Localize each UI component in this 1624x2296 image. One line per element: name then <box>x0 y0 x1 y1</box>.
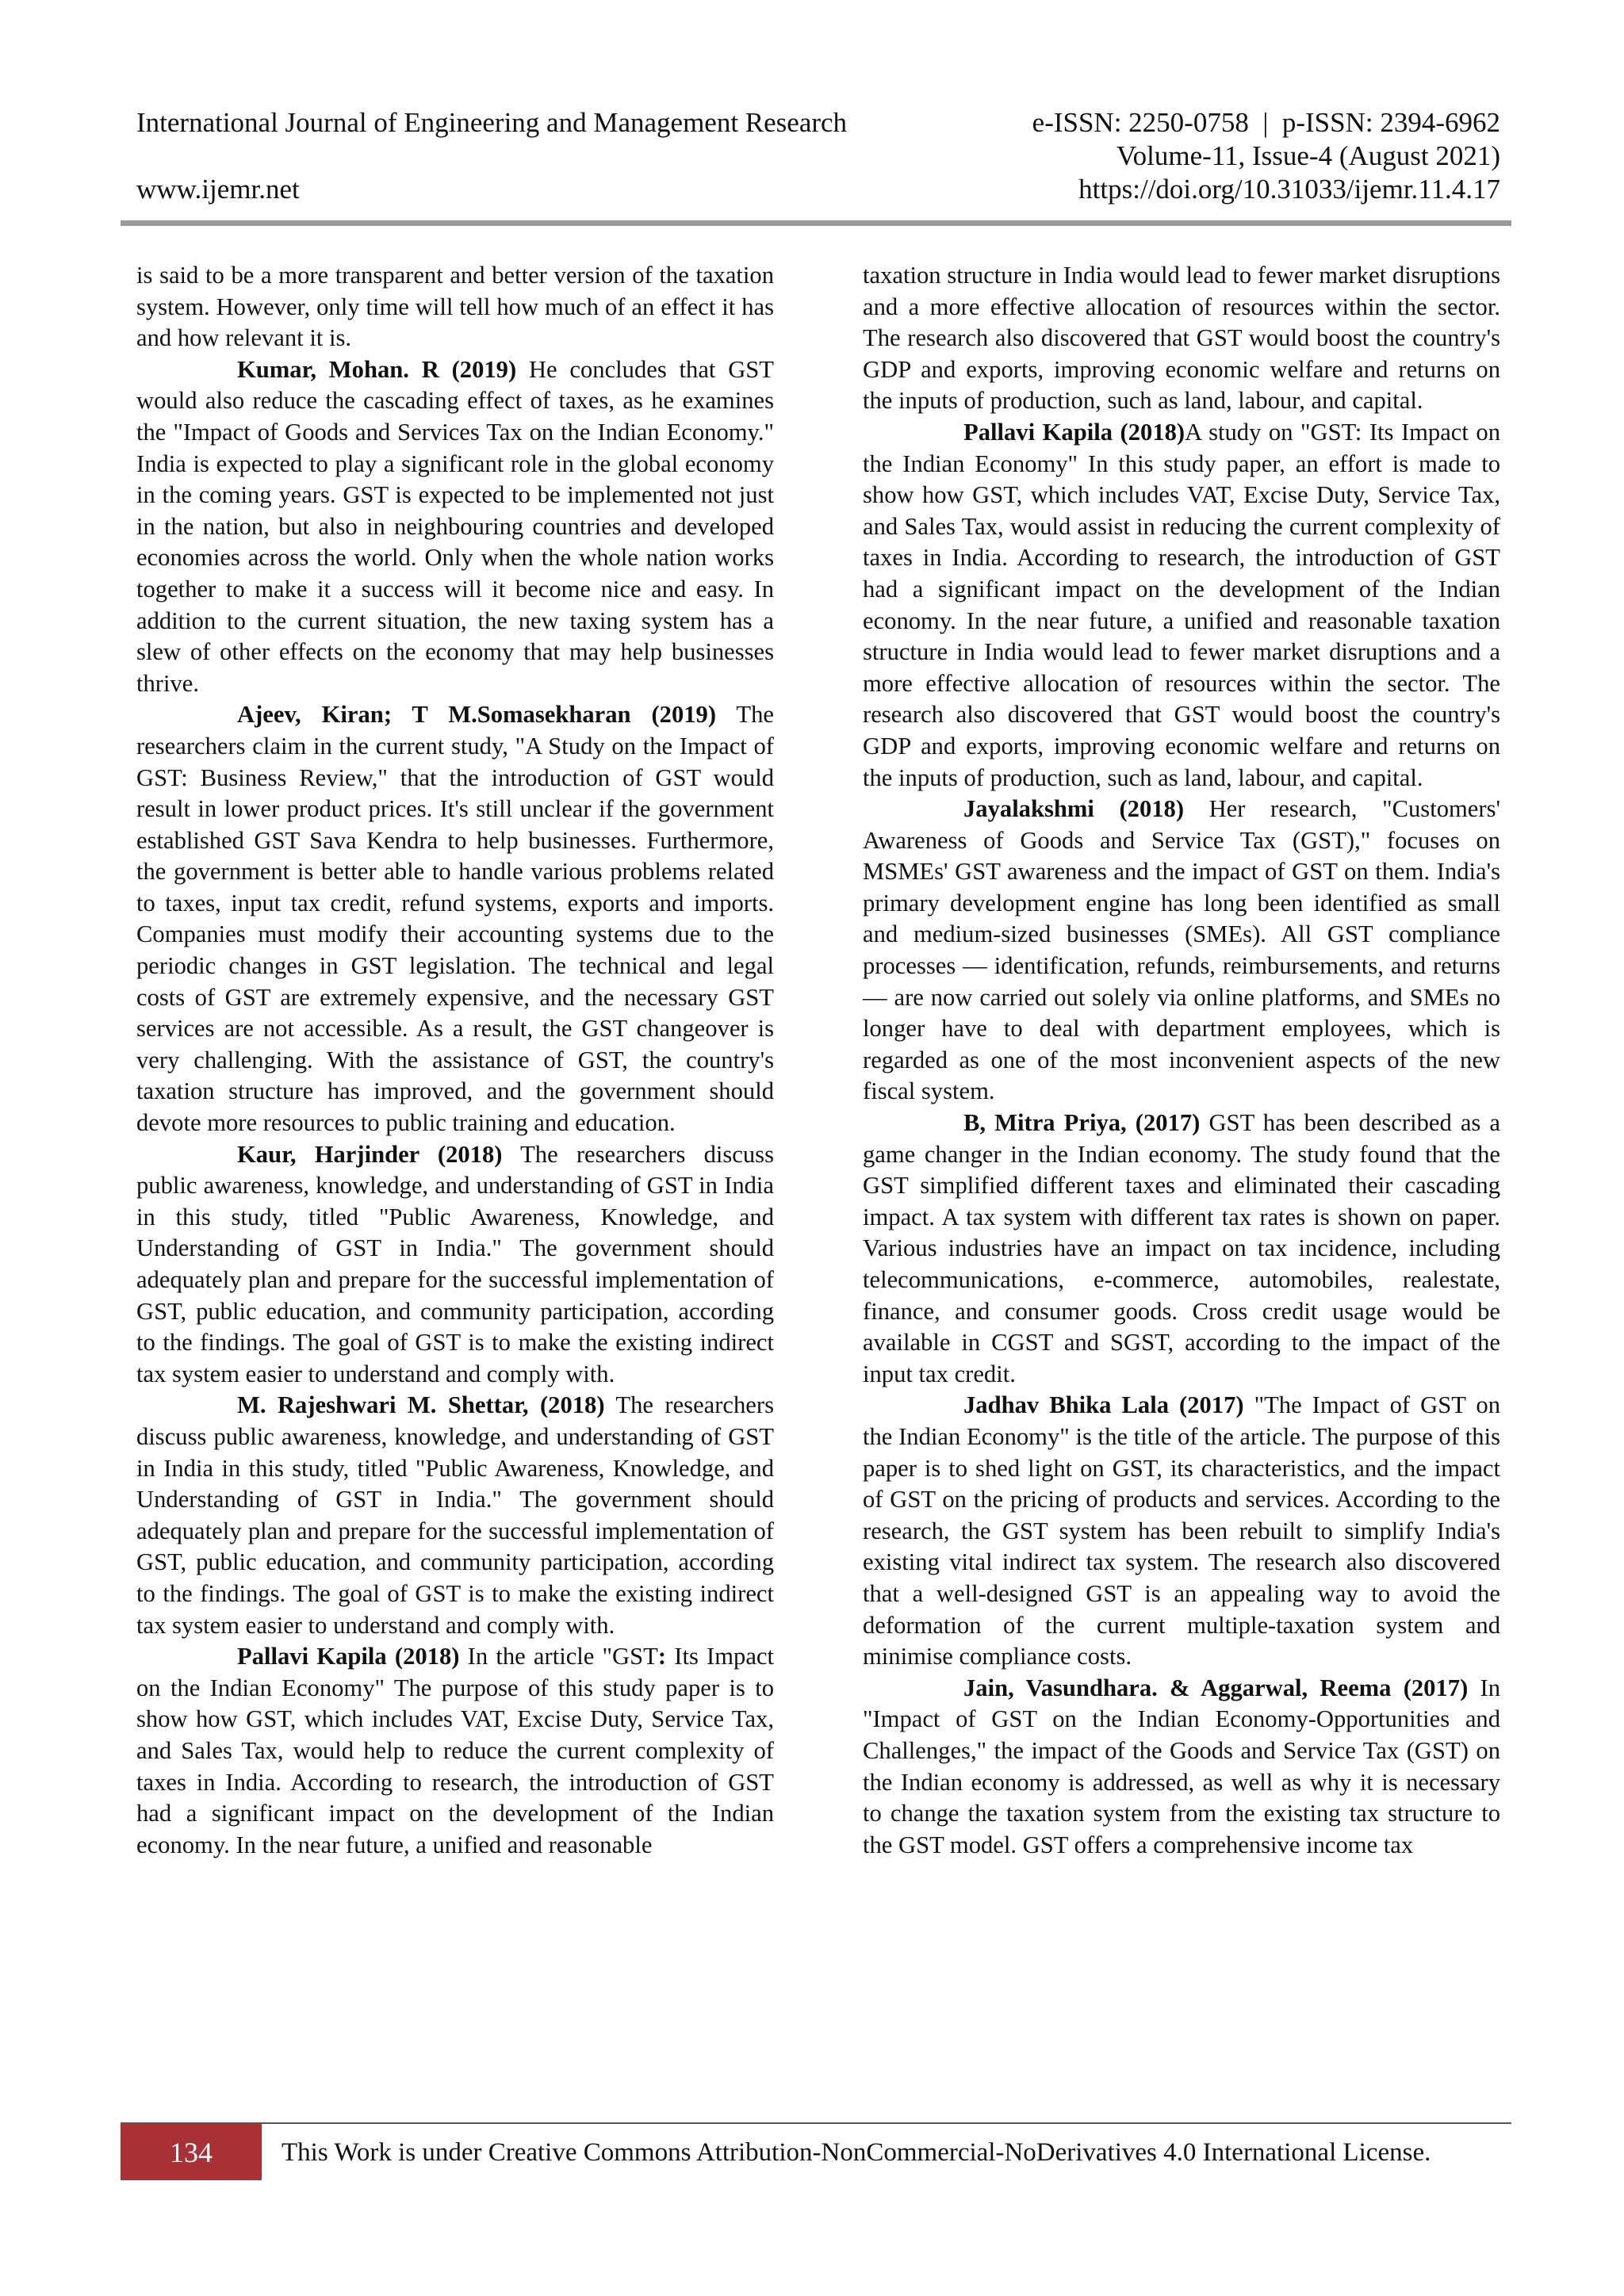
paragraph <box>136 354 774 700</box>
paragraph <box>863 794 1500 1108</box>
paragraph-text: In "Impact of GST on the Indian Economy-Opportunities and Challenges," the impact of the Goods and Service Tax (GST) on the Indian economy is addressed, as well as why it is necessary to change the taxation system from the existing tax structure to the GST model. GST offers a comprehensive income tax <box>863 1674 1500 1858</box>
volume-issue: Volume-11, Issue-4 (August 2021) <box>1116 140 1500 171</box>
author-citation: Pallavi Kapila (2018) <box>963 418 1185 446</box>
author-citation: B, Mitra Priya, (2017) <box>963 1109 1201 1137</box>
author-citation: Jayalakshmi (2018) <box>963 795 1185 823</box>
page-header <box>136 106 1500 206</box>
footer-divider <box>121 2122 1511 2124</box>
paragraph <box>136 699 774 1138</box>
header-row-1 <box>136 106 1500 140</box>
issn: e-ISSN: 2250-0758 | p-ISSN: 2394-6962 <box>1032 107 1500 138</box>
left-column <box>136 260 774 1861</box>
paragraph-text: In the article "GST <box>459 1643 658 1670</box>
paragraph <box>863 1390 1500 1672</box>
header-divider <box>121 220 1511 226</box>
journal-title: International Journal of Engineering and Management Research <box>136 107 848 138</box>
paragraph-text: The researchers discuss public awareness, knowledge, and understanding of GST in India in this study, titled "Public Awareness, Knowledge, and Understanding of GST in India." The government should adequately plan and prepare for the successful implementation of GST, public education, and community participation, according to the findings. The goal of GST is to make the existing indirect tax system easier to understand and comply with. <box>136 1140 774 1387</box>
header-row-2 <box>136 140 1500 173</box>
journal-website-link[interactable]: www.ijemr.net <box>136 174 300 205</box>
paragraph <box>863 417 1500 794</box>
author-citation: Ajeev, Kiran; T M.Somasekharan (2019) <box>237 701 717 729</box>
author-citation: M. Rajeshwari M. Shettar, (2018) <box>237 1391 605 1419</box>
paragraph: taxation structure in India would lead to fewer market disruptions and a more effective allocation of resources within the sector. The research also discovered that GST would boost the country's GDP and exports, improving economic welfare and returns on the inputs of production, such as land, labour, and capital. <box>863 262 1500 415</box>
paragraph: is said to be a more transparent and better version of the taxation system. However, only time will tell how much of an effect it has and how relevant it is. <box>136 262 774 352</box>
paragraph-text: Its Impact on the Indian Economy" The purpose of this study paper is to show how GST, which includes VAT, Excise Duty, Service Tax, and Sales Tax, would help to reduce the current complexity of taxes in India. According to research, the introduction of GST had a significant impact on the development of the Indian economy. In the near future, a unified and reasonable <box>136 1643 774 1858</box>
paragraph-text: "The Impact of GST on the Indian Economy" is the title of the article. The purpose of this paper is to shed light on GST, its characteristics, and the impact of GST on the pricing of products and services. According to the research, the GST system has been rebuilt to simplify India's existing vital indirect tax system. The research also discovered that a well-designed GST is an appealing way to avoid the deformation of the current multiple-taxation system and minimise compliance costs. <box>863 1391 1500 1670</box>
doi-link[interactable]: https://doi.org/10.31033/ijemr.11.4.17 <box>1078 174 1500 205</box>
author-citation: Pallavi Kapila (2018) <box>237 1643 460 1670</box>
page-number-box <box>121 2124 262 2180</box>
bold-colon: : <box>657 1643 667 1670</box>
license-notice: This Work is under Creative Commons Attribution-NonCommercial-NoDerivatives 4.0 International License. <box>282 2138 1431 2167</box>
paragraph-text: Her research, "Customers' Awareness of Goods and Service Tax (GST)," focuses on MSMEs' GST awareness and the impact of GST on them. India's primary development engine has long been identified as small and medium-sized businesses (SMEs). All GST compliance processes — identification, refunds, reimbursements, and returns — are now carried out solely via online platforms, and SMEs no longer have to deal with department employees, which is regarded as one of the most inconvenient aspects of the new fiscal system. <box>863 795 1500 1105</box>
paragraph-text: The researchers discuss public awareness, knowledge, and understanding of GST in India in this study, titled "Public Awareness, Knowledge, and Understanding of GST in India." The government should adequately plan and prepare for the successful implementation of GST, public education, and community participation, according to the findings. The goal of GST is to make the existing indirect tax system easier to understand and comply with. <box>136 1391 774 1639</box>
header-row-3 <box>136 173 1500 206</box>
author-citation: Kaur, Harjinder (2018) <box>237 1140 503 1168</box>
author-citation: Jadhav Bhika Lala (2017) <box>963 1391 1244 1419</box>
right-column <box>863 260 1500 1861</box>
paragraph <box>136 1139 774 1391</box>
paragraph-text: A study on "GST: Its Impact on the Indian Economy" In this study paper, an effort is made to show how GST, which includes VAT, Excise Duty, Service Tax, and Sales Tax, would assist in reducing the current complexity of taxes in India. According to research, the introduction of GST had a significant impact on the development of the Indian economy. In the near future, a unified and reasonable taxation structure in India would lead to fewer market disruptions and a more effective allocation of resources within the sector. The research also discovered that GST would boost the country's GDP and exports, improving economic welfare and returns on the inputs of production, such as land, labour, and capital. <box>863 418 1501 791</box>
author-citation: Jain, Vasundhara. & Aggarwal, Reema (2017) <box>963 1674 1469 1701</box>
paragraph <box>136 1390 774 1641</box>
page-number: 134 <box>170 2136 213 2168</box>
paragraph-text: GST has been described as a game changer in the Indian economy. The study found that the GST simplified different taxes and eliminated their cascading impact. A tax system with different tax rates is shown on paper. Various industries have an impact on tax incidence, including telecommunications, e-commerce, automobiles, realestate, finance, and consumer goods. Cross credit usage would be available in CGST and SGST, according to the impact of the input tax credit. <box>863 1109 1500 1387</box>
paragraph <box>136 1641 774 1861</box>
paragraph-text: He concludes that GST would also reduce the cascading effect of taxes, as he examines the "Impact of Goods and Services Tax on the Indian Economy." India is expected to play a significant role in the global economy in the coming years. GST is expected to be implemented not just in the nation, but also in neighbouring countries and developed economies across the world. Only when the whole nation works together to make it a success will it become nice and easy. In addition to the current situation, the new taxing system has a slew of other effects on the economy that may help businesses thrive. <box>136 355 774 697</box>
paragraph <box>863 1673 1500 1862</box>
author-citation: Kumar, Mohan. R (2019) <box>237 355 517 383</box>
paragraph <box>863 1108 1500 1390</box>
paragraph-text: The researchers claim in the current study, "A Study on the Impact of GST: Business Review," that the introduction of GST would result in lower product prices. It's still unclear if the government established GST Sava Kendra to help businesses. Furthermore, the government is better able to handle various problems related to taxes, input tax credit, refund systems, exports and imports. Companies must modify their accounting systems due to the periodic changes in GST legislation. The technical and legal costs of GST are extremely expensive, and the necessary GST services are not accessible. As a result, the GST changeover is very challenging. With the assistance of GST, the country's taxation structure has improved, and the government should devote more resources to public training and education. <box>136 701 774 1137</box>
